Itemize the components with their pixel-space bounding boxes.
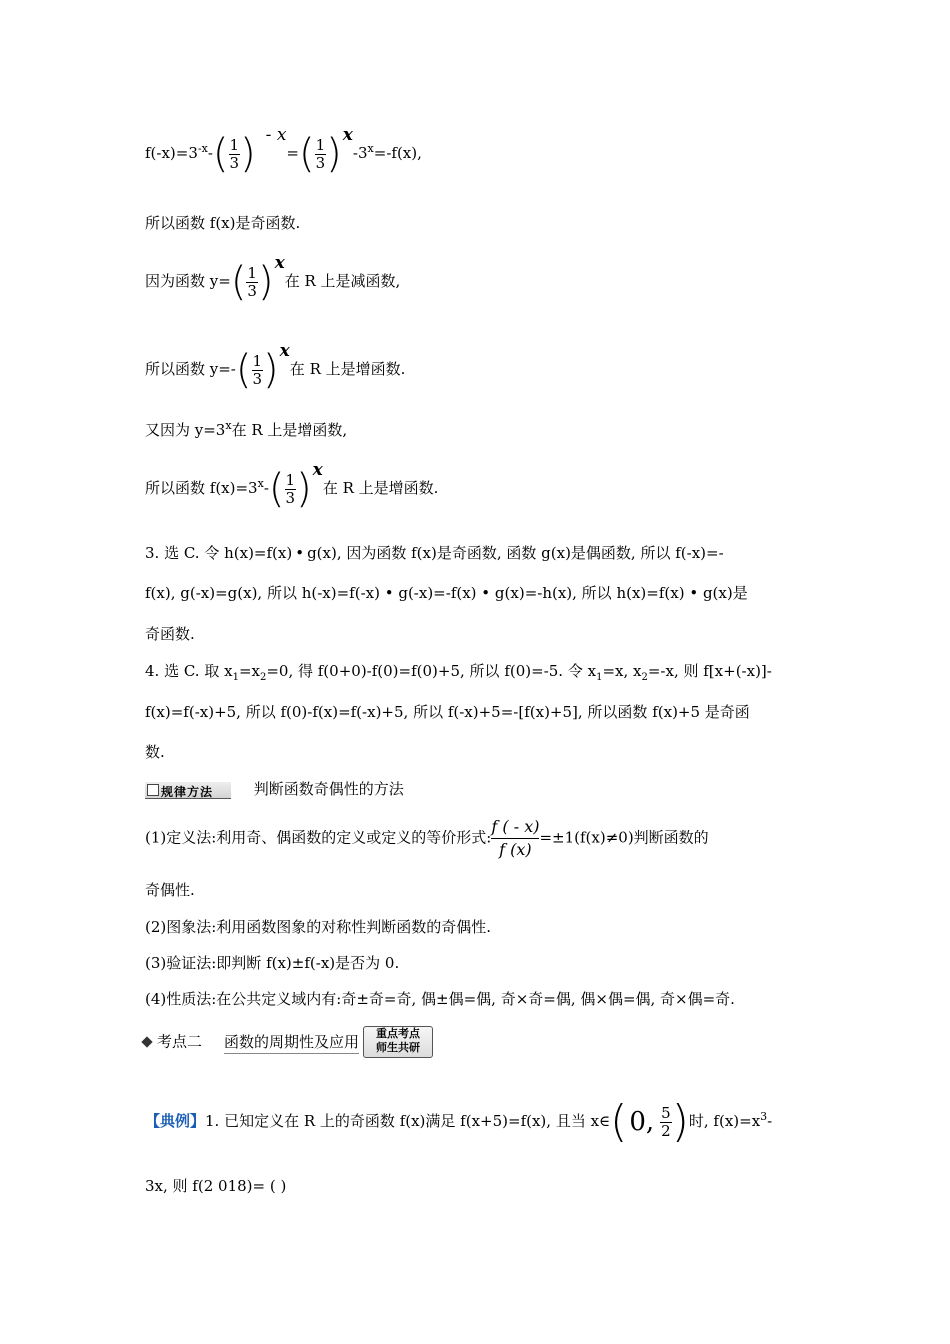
method-heading — [145, 779, 404, 799]
method-badge: 规律方法 — [145, 782, 231, 799]
solution-3-line-3: 奇函数. — [145, 625, 195, 643]
solution-3-line-1: 3. 选 C. 令 h(x)=f(x) • g(x), 因为函数 f(x)是奇函数, 函数 g(x)是偶函数, 所以 f(-x)=- — [145, 544, 724, 562]
method-title: 判断函数奇偶性的方法 — [253, 780, 404, 798]
example-line-2: 3x, 则 f(2 018)= ( ) — [145, 1177, 287, 1195]
key-point-stamp: 重点考点 师生共研 — [363, 1026, 433, 1058]
book-icon — [147, 784, 159, 796]
section-heading — [143, 1026, 433, 1058]
diamond-icon — [141, 1036, 152, 1047]
solution-4-line-3: 数. — [145, 743, 165, 761]
eq-line-4: 所以函数 y=- ( $\frac{1}{3}$ ) x在 R 上是增函数. — [145, 341, 406, 393]
method-item-4: (4)性质法:在公共定义域内有:奇±奇=奇, 偶±偶=偶, 奇×奇=偶, 偶×偶=偶, 奇×偶=奇. — [145, 990, 735, 1008]
text-line: 所以函数 f(x)是奇函数. — [145, 214, 301, 232]
eq-line-1: $f(-x)=3^{-x}-$ ( $\frac{1}{3}$ ) - x= ( $\frac{1}{3}$ ) $x-3^x=-f(x)$, — [145, 125, 422, 177]
solution-3-line-2: f(x), g(-x)=g(x), 所以 h(-x)=f(-x) • g(-x)=-f(x) • g(x)=-h(x), 所以 h(x)=f(x) • g(x)是 — [145, 584, 748, 602]
section-subtitle: 函数的周期性及应用 — [224, 1033, 359, 1054]
eq-line-3: 因为函数 y= ( $\frac{1}{3}$ ) x在 R 上是减函数, — [145, 253, 401, 305]
eq-line-5: 又因为 $y=3^x$在 R 上是增函数, — [145, 419, 348, 439]
solution-4-line-1: 4. 选 C. 取 $x_1=x_2=0$, 得 f(0+0)-f(0)=f(0)+5, 所以 f(0)=-5. 令 $x_1=x$, $x_2=-x$, 则 f[x+(-x)]- — [145, 662, 772, 683]
example-line-1: 【典例】1. 已知定义在 R 上的奇函数 f(x)满足 f(x+5)=f(x), 且当 x∈ ( 0, $\frac{5}{2}$ ) 时, $f(x)=x^3-$ — [145, 1096, 773, 1147]
solution-4-line-2: f(x)=f(-x)+5, 所以 f(0)-f(x)=f(-x)+5, 所以 f(-x)+5=-[f(x)+5], 所以函数 f(x)+5 是奇函 — [145, 703, 750, 721]
method-item-1b: 奇偶性. — [145, 881, 195, 899]
section-title: 考点二 — [157, 1032, 203, 1051]
eq-line-6: 所以函数 $f(x)=3^x-$ ( $\frac{1}{3}$ ) x在 R 上是增函数. — [145, 460, 439, 512]
method-item-3: (3)验证法:即判断 f(x)±f(-x)是否为 0. — [145, 954, 400, 972]
method-item-2: (2)图象法:利用函数图象的对称性判断函数的奇偶性. — [145, 918, 492, 936]
method-item-1: (1)定义法:利用奇、偶函数的定义或定义的等价形式: $\frac{f ( - x)}{f (x)}$ =±1(f(x)≠0)判断函数的 — [145, 817, 709, 859]
example-tag: 【典例】 — [145, 1112, 206, 1130]
